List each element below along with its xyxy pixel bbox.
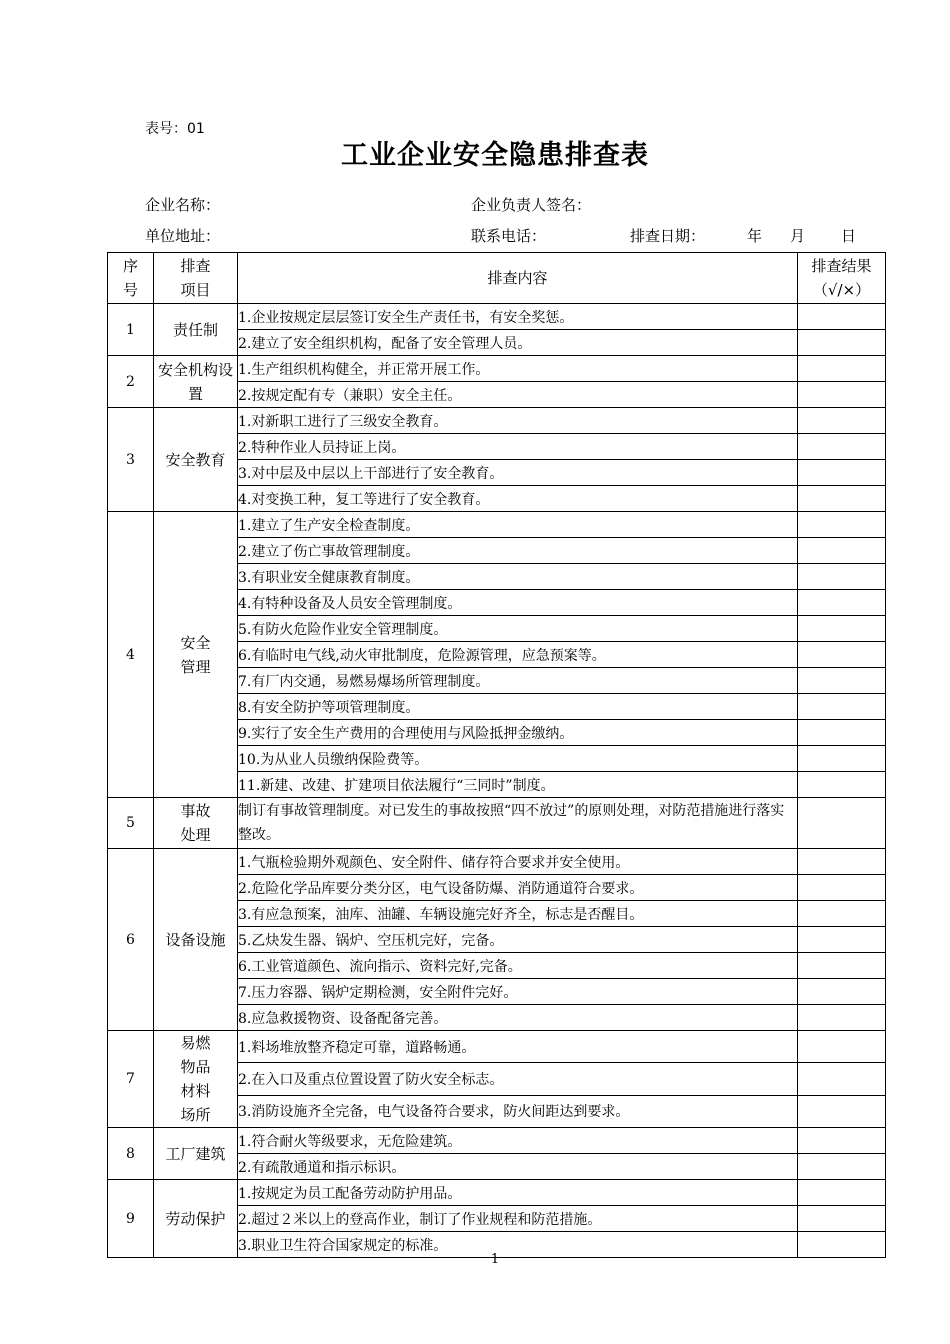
check-item-text: 8.应急救援物资、设备配备完善。 [238,1005,798,1031]
check-item-text: 8.有安全防护等项管理制度。 [238,694,798,720]
company-name-label: 企业名称： [145,196,221,214]
address-label: 单位地址： [145,227,221,245]
result-cell[interactable] [798,434,886,460]
header-item [154,253,238,304]
table-row [108,304,886,330]
section-number: 9 [108,1180,154,1258]
result-cell[interactable] [798,642,886,668]
result-cell[interactable] [798,1095,886,1127]
section-number: 3 [108,408,154,512]
result-cell[interactable] [798,1031,886,1063]
section-item [154,849,238,1031]
table-row [108,408,886,434]
section-item-label: 安全教育 [165,450,226,469]
section-item-label: 易燃物品材料场所 [180,1034,211,1124]
section-item [154,304,238,356]
check-item-text: 1.气瓶检验期外观颜色、安全附件、储存符合要求并安全使用。 [238,849,798,875]
header-result-line1: 排查结果 [811,257,872,275]
result-cell[interactable] [798,1206,886,1232]
check-item-text: 4.对变换工种，复工等进行了安全教育。 [238,486,798,512]
result-cell[interactable] [798,564,886,590]
result-cell[interactable] [798,901,886,927]
table-header-row [108,253,886,304]
table-row [108,512,886,538]
check-item-text: 2.在入口及重点位置设置了防火安全标志。 [238,1063,798,1095]
result-cell[interactable] [798,1128,886,1154]
section-number: 4 [108,512,154,798]
check-item-text: 6.有临时电气线,动火审批制度，危险源管理，应急预案等。 [238,642,798,668]
result-cell[interactable] [798,356,886,382]
check-item-text: 1.符合耐火等级要求，无危险建筑。 [238,1128,798,1154]
check-item-text: 2.按规定配有专（兼职）安全主任。 [238,382,798,408]
date-month-label: 月 [790,227,806,245]
result-cell[interactable] [798,1154,886,1180]
section-item-label: 设备设施 [165,930,226,949]
table-row [108,1031,886,1063]
check-item-text: 4.有特种设备及人员安全管理制度。 [238,590,798,616]
section-item-label: 责任制 [172,320,218,339]
check-item-text: 3.职业卫生符合国家规定的标准。 [238,1232,798,1258]
section-number: 7 [108,1031,154,1128]
section-number: 1 [108,304,154,356]
result-cell[interactable] [798,330,886,356]
result-cell[interactable] [798,772,886,798]
page-title: 工业企业安全隐患排查表 [341,140,649,171]
check-item-text: 1.对新职工进行了三级安全教育。 [238,408,798,434]
result-cell[interactable] [798,694,886,720]
check-item-text: 6.工业管道颜色、流向指示、资料完好,完备。 [238,953,798,979]
table-row [108,849,886,875]
section-item-label: 工厂建筑 [165,1144,226,1163]
header-result-line2: （√/×） [812,281,871,299]
check-item-text: 9.实行了安全生产费用的合理使用与风险抵押金缴纳。 [238,720,798,746]
header-result [798,253,886,304]
check-item-text: 2.有疏散通道和指示标识。 [238,1154,798,1180]
check-item-text: 3.有职业安全健康教育制度。 [238,564,798,590]
inspection-date-label: 排查日期： [630,227,706,245]
check-item-text: 2.建立了安全组织机构，配备了安全管理人员。 [238,330,798,356]
result-cell[interactable] [798,512,886,538]
result-cell[interactable] [798,849,886,875]
page-number: 1 [490,1252,500,1267]
result-cell[interactable] [798,746,886,772]
section-item [154,408,238,512]
check-item-text: 3.消防设施齐全完备，电气设备符合要求，防火间距达到要求。 [238,1095,798,1127]
check-item-text: 2.超过２米以上的登高作业，制订了作业规程和防范措施。 [238,1206,798,1232]
section-item-label: 劳动保护 [165,1209,226,1228]
table-row [108,798,886,849]
result-cell[interactable] [798,1005,886,1031]
result-cell[interactable] [798,875,886,901]
result-cell[interactable] [798,616,886,642]
section-item [154,1180,238,1258]
header-no-line2: 号 [122,281,138,299]
check-item-text: 2.建立了伤亡事故管理制度。 [238,538,798,564]
leader-signature-label: 企业负责人签名： [471,196,592,214]
check-item-text: 2.特种作业人员持证上岗。 [238,434,798,460]
check-item-text: 7.压力容器、锅炉定期检测，安全附件完好。 [238,979,798,1005]
check-item-text: 1.企业按规定层层签订安全生产责任书，有安全奖惩。 [238,304,798,330]
section-item-label: 安全机构设置 [157,360,233,403]
form-number: 表号：01 [145,121,205,137]
section-item-label: 事故处理 [180,802,211,844]
result-cell[interactable] [798,720,886,746]
result-cell[interactable] [798,590,886,616]
result-cell[interactable] [798,486,886,512]
section-item [154,1128,238,1180]
header-item-line2: 项目 [180,281,211,299]
inspection-table [107,252,886,1258]
section-number: 8 [108,1128,154,1180]
table-row [108,356,886,382]
table-row [108,1128,886,1154]
header-content: 排查内容 [238,253,798,304]
result-cell[interactable] [798,1063,886,1095]
section-item [154,1031,238,1128]
check-item-text: 5.有防火危险作业安全管理制度。 [238,616,798,642]
result-cell[interactable] [798,979,886,1005]
section-item [154,798,238,849]
result-cell[interactable] [798,408,886,434]
date-day-label: 日 [841,227,857,245]
check-item-text: 1.建立了生产安全检查制度。 [238,512,798,538]
header-no-line1: 序 [122,257,138,275]
table-row [108,1180,886,1206]
check-item-text: 1.生产组织机构健全，并正常开展工作。 [238,356,798,382]
section-number: 6 [108,849,154,1031]
check-item-text: 1.料场堆放整齐稳定可靠，道路畅通。 [238,1031,798,1063]
result-cell[interactable] [798,953,886,979]
section-number: 5 [108,798,154,849]
check-item-text: 10.为从业人员缴纳保险费等。 [238,746,798,772]
check-item-text: 2.危险化学品库要分类分区，电气设备防爆、消防通道符合要求。 [238,875,798,901]
date-year-label: 年 [747,227,763,245]
phone-label: 联系电话： [471,227,547,245]
check-item-text: 制订有事故管理制度。对已发生的事故按照“四不放过”的原则处理，对防范措施进行落实整改。 [238,798,798,849]
result-cell[interactable] [798,304,886,330]
check-item-text: 3.有应急预案，油库、油罐、车辆设施完好齐全，标志是否醒目。 [238,901,798,927]
check-item-text: 1.按规定为员工配备劳动防护用品。 [238,1180,798,1206]
result-cell[interactable] [798,927,886,953]
result-cell[interactable] [798,382,886,408]
result-cell[interactable] [798,668,886,694]
header-no [108,253,154,304]
result-cell[interactable] [798,538,886,564]
check-item-text: 5.乙炔发生器、锅炉、空压机完好，完备。 [238,927,798,953]
check-item-text: 3.对中层及中层以上干部进行了安全教育。 [238,460,798,486]
result-cell[interactable] [798,460,886,486]
section-number: 2 [108,356,154,408]
check-item-text: 11.新建、改建、扩建项目依法履行“三同时”制度。 [238,772,798,798]
section-item-label: 安全管理 [180,633,211,676]
section-item [154,512,238,798]
check-item-text: 7.有厂内交通，易燃易爆场所管理制度。 [238,668,798,694]
header-item-line1: 排查 [180,257,211,275]
section-item [154,356,238,408]
result-cell[interactable] [798,1180,886,1206]
result-cell[interactable] [798,798,886,849]
